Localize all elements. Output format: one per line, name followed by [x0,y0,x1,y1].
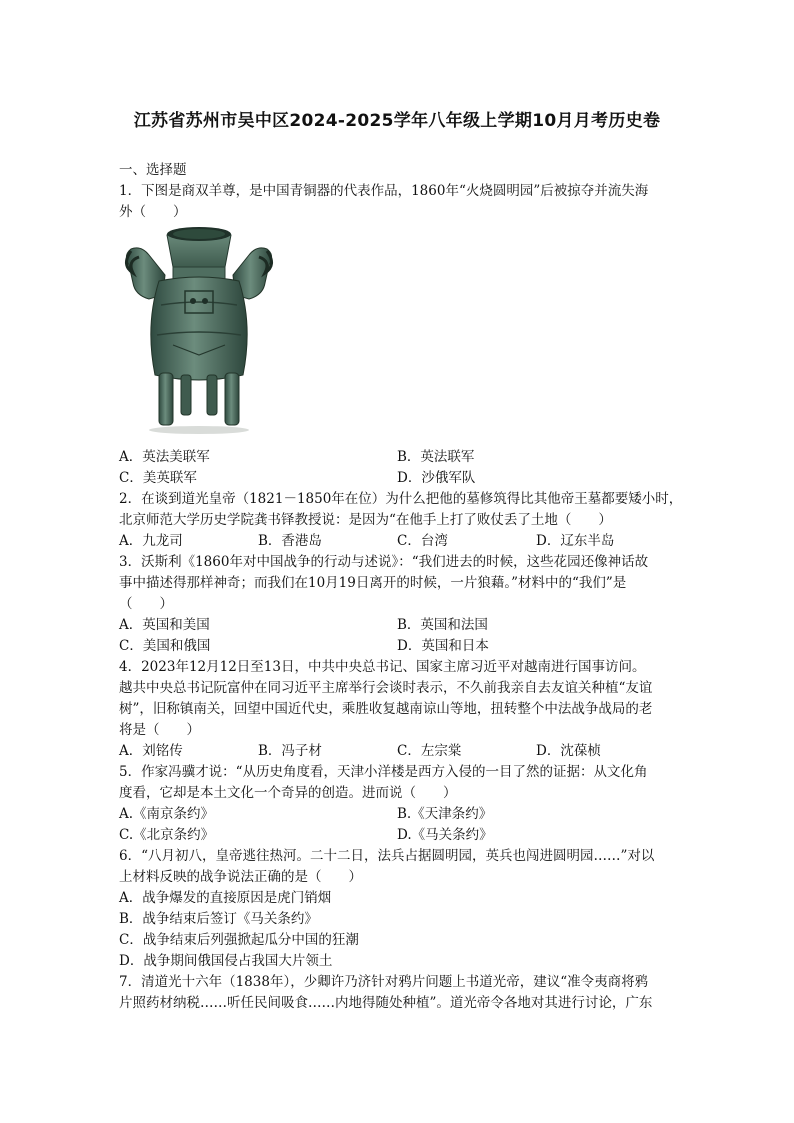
question-text: 将是（ ） [119,722,200,738]
option-d[interactable]: D．辽东半岛 [536,533,615,549]
option-a[interactable]: A．九龙司 [119,533,183,549]
question-text: 事中描述得那样神奇；而我们在10月19日离开的时候，一片狼藉。”材料中的“我们”是 [119,575,627,591]
question-text: 5．作家冯骥才说：“从历史角度看，天津小洋楼是西方入侵的一目了然的证据：从文化角 [119,764,648,780]
option-d[interactable]: D.《马关条约》 [397,827,493,843]
option-a[interactable]: A．英国和美国 [119,617,210,633]
question-text: 6．“八月初八，皇帝逃往热河。二十二日，法兵占据圆明园，英兵也闯进圆明园……”对以 [119,848,655,864]
question-text: 4．2023年12月12日至13日，中共中央总书记、国家主席习近平对越南进行国事访问。 [119,659,646,675]
options-row [119,531,675,552]
option-b[interactable]: B．英法联军 [397,449,475,465]
question-text: 片照药材纳税……听任民间吸食……内地得随处种植”。道光帝令各地对其进行讨论，广东 [119,995,653,1011]
option-d[interactable]: D．沙俄军队 [397,470,476,486]
option-a[interactable]: A．战争爆发的直接原因是虎门销烟 [119,890,332,906]
option-b[interactable]: B．香港岛 [258,533,322,549]
page-title: 江苏省苏州市吴中区2024-2025学年八年级上学期10月月考历史卷 [133,111,661,131]
question-text: 外（ ） [119,204,187,220]
option-b[interactable]: B．冯子材 [258,743,322,759]
question-6 [119,846,675,972]
question-1 [119,181,675,489]
option-c[interactable]: C.《北京条约》 [119,827,215,843]
options-row [119,447,675,468]
question-text: 1．下图是商双羊尊，是中国青铜器的代表作品，1860年“火烧圆明园”后被掠夺并流失海 [119,183,649,199]
question-text: 3．沃斯利《1860年对中国战争的行动与述说》：“我们进去的时候，这些花园还像神话故 [119,554,649,570]
question-text: 上材料反映的战争说法正确的是（ ） [119,869,362,885]
question-text: 度看，它却是本土文化一个奇异的创造。进而说（ ） [119,785,457,801]
question-text: 北京师范大学历史学院龚书铎教授说：是因为“在他手上打了败仗丢了土地（ ） [119,512,612,528]
options-row [119,615,675,636]
option-b[interactable]: B.《天津条约》 [397,806,493,822]
options-row [119,468,675,489]
question-text: 越共中央总书记阮富仲在同习近平主席举行会谈时表示，不久前我亲自去友谊关种植“友谊 [119,680,653,696]
options-row [119,825,675,846]
exam-content [119,160,683,1014]
question-3 [119,552,675,657]
option-b[interactable]: B．战争结束后签订《马关条约》 [119,911,318,927]
option-d[interactable]: D．沈葆桢 [536,743,601,759]
option-c[interactable]: C．左宗棠 [397,743,462,759]
option-c[interactable]: C．美英联军 [119,470,197,486]
option-b[interactable]: B．英国和法国 [397,617,488,633]
question-5 [119,762,675,846]
question-text: 树”，旧称镇南关，回望中国近代史，乘胜收复越南谅山等地，扭转整个中法战争战局的老 [119,701,653,717]
options-row [119,636,675,657]
bronze-ram-zun-icon [119,225,279,437]
option-a[interactable]: A.《南京条约》 [119,806,215,822]
options-row [119,741,675,762]
option-c[interactable]: C．战争结束后列强掀起瓜分中国的狂潮 [119,932,359,948]
question-text: （ ） [119,596,173,612]
question-text: 7．清道光十六年（1838年），少卿许乃济针对鸦片问题上书道光帝，建议“准令夷商将鸦 [119,974,649,990]
option-c[interactable]: C．台湾 [397,533,448,549]
question-text: 2．在谈到道光皇帝（1821－1850年在位）为什么把他的墓修筑得比其他帝王墓都要矮小时， [119,491,683,507]
option-d[interactable]: D．战争期间俄国侵占我国大片领土 [119,953,333,969]
section-heading: 一、选择题 [119,162,187,178]
option-c[interactable]: C．美国和俄国 [119,638,211,654]
option-d[interactable]: D．英国和日本 [397,638,489,654]
question-7 [119,972,675,1014]
question-2 [119,489,683,552]
option-a[interactable]: A．英法美联军 [119,449,210,465]
options-row [119,804,675,825]
question-4 [119,657,675,762]
option-a[interactable]: A．刘铭传 [119,743,183,759]
